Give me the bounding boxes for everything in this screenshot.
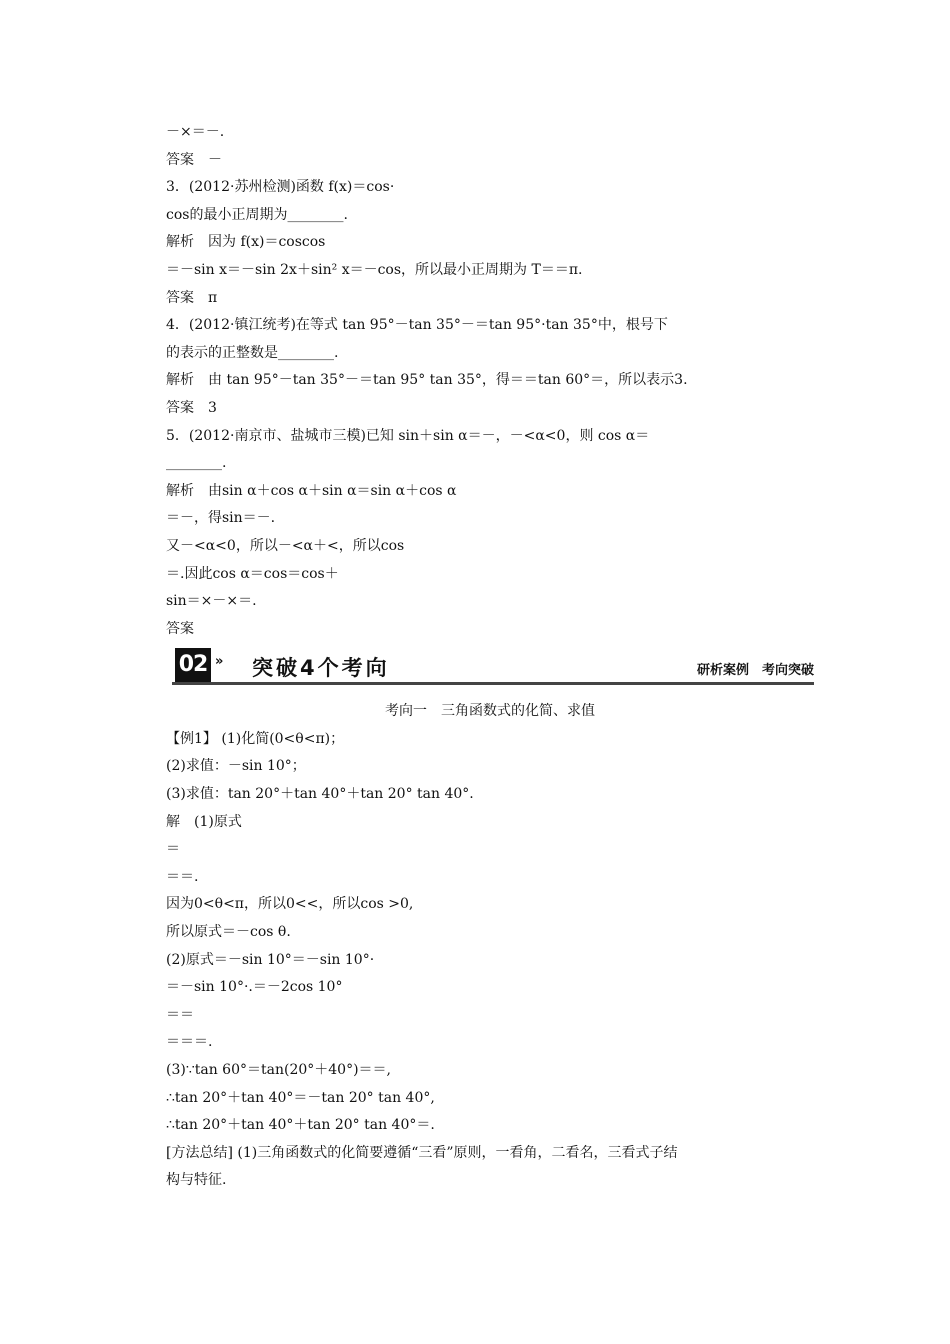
- text-line: 3．(2012·苏州检测)函数 f(x)＝cos·: [166, 179, 395, 196]
- banner-subtitle: 研析案例 考向突破: [696, 663, 814, 679]
- section-title: 考向一 三角函数式的化简、求值: [385, 703, 595, 720]
- text-line: ＝＝.: [166, 868, 199, 885]
- text-line: [方法总结] (1)三角函数式的化简要遵循“三看”原则，一看角，二看名，三看式子结: [166, 1144, 678, 1161]
- text-line: ＝－，得sin＝－.: [166, 510, 276, 527]
- text-line: 的表示的正整数是________.: [166, 344, 339, 361]
- section-banner: [166, 644, 814, 696]
- text-line: ＝: [166, 841, 180, 858]
- text-line: (2)原式＝－sin 10°＝－sin 10°·: [166, 951, 375, 968]
- text-line: ＝－sin 10°·.＝－2cos 10°: [166, 979, 343, 996]
- text-line: ∴tan 20°＋tan 40°＋tan 20° tan 40°＝.: [166, 1117, 435, 1134]
- text-line: 又－<α<0，所以－<α＋<，所以cos: [166, 537, 405, 554]
- text-line: 解 (1)原式: [166, 813, 242, 830]
- text-line: 构与特征.: [166, 1172, 227, 1189]
- text-line: 解析 由 tan 95°－tan 35°－＝tan 95° tan 35°，得＝＝tan 60°＝，所以表示3.: [166, 372, 688, 389]
- example-block: [166, 726, 814, 1195]
- text-line: 【例1】 (1)化简(0<θ<π)；: [166, 730, 345, 747]
- text-line: ＝－sin x＝－sin 2x＋sin² x＝－cos，所以最小正周期为 T＝＝π.: [166, 261, 583, 278]
- text-line: 解析 由sin α＋cos α＋sin α＝sin α＋cos α: [166, 482, 457, 499]
- text-line: 答案: [166, 620, 194, 637]
- text-line: 因为0<θ<π，所以0<<，所以cos >0,: [166, 896, 414, 913]
- text-line: －×＝－.: [166, 124, 225, 140]
- banner-rule: [172, 682, 814, 685]
- text-line: 5．(2012·南京市、盐城市三模)已知 sin＋sin α＝－，－<α<0，则 cos α＝: [166, 427, 650, 444]
- text-line: 答案 π: [166, 289, 218, 306]
- banner-title: 突破4个考向: [252, 656, 390, 681]
- document-body: [166, 119, 814, 1195]
- double-chevron-icon: »: [215, 654, 224, 670]
- text-line: ＝＝: [166, 1006, 194, 1023]
- text-line: ＝.因此cos α＝cos＝cos＋: [166, 565, 339, 582]
- text-line: 4．(2012·镇江统考)在等式 tan 95°－tan 35°－＝tan 95°·tan 35°中，根号下: [166, 317, 668, 334]
- section-number-badge: 02: [175, 648, 211, 682]
- solutions-block: [166, 119, 814, 643]
- text-line: 答案 3: [166, 399, 217, 416]
- text-line: (2)求值：－sin 10°；: [166, 758, 306, 775]
- text-line: ＝＝＝.: [166, 1034, 213, 1051]
- text-line: 所以原式＝－cos θ.: [166, 924, 291, 941]
- text-line: cos的最小正周期为________.: [166, 206, 348, 223]
- text-line: ________.: [166, 455, 227, 472]
- text-line: (3)求值：tan 20°＋tan 40°＋tan 20° tan 40°.: [166, 786, 474, 803]
- text-line: 答案 －: [166, 151, 222, 168]
- text-line: 解析 因为 f(x)＝coscos: [166, 234, 326, 251]
- text-line: ∴tan 20°＋tan 40°＝－tan 20° tan 40°,: [166, 1089, 435, 1106]
- text-line: sin＝×－×＝.: [166, 593, 257, 610]
- text-line: (3)∵tan 60°＝tan(20°＋40°)＝＝,: [166, 1062, 391, 1078]
